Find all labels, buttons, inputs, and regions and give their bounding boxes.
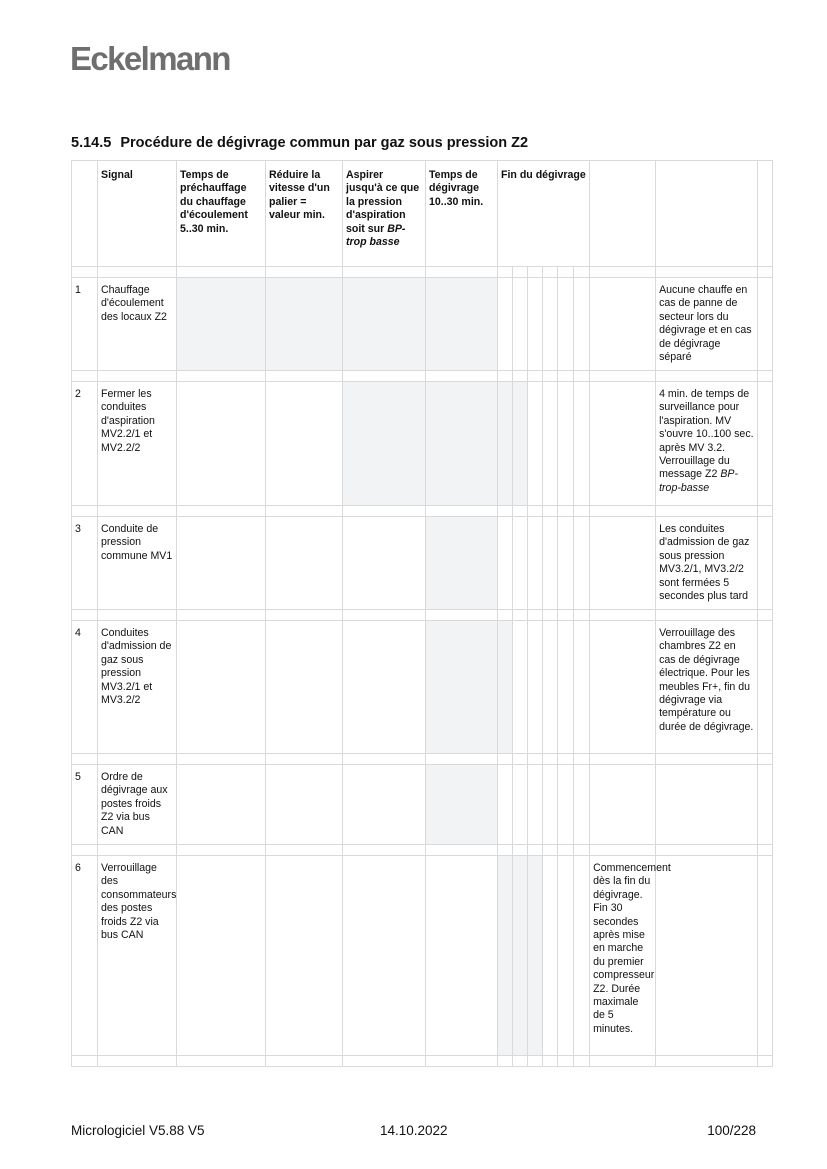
row-number: 1 (72, 278, 98, 371)
header-empty-edge (758, 161, 773, 267)
header-signal: Signal (98, 161, 177, 267)
section-title-text: Procédure de dégivrage commun par gaz sous pression Z2 (120, 135, 529, 151)
row-number: 6 (72, 856, 98, 1056)
section-heading (71, 135, 528, 151)
table-row (72, 382, 773, 506)
table-row (72, 856, 773, 1056)
row-signal: Ordre de dégivrage aux postes froids Z2 via bus CAN (98, 765, 177, 845)
spacer-row (72, 506, 773, 517)
spacer-row (72, 610, 773, 621)
header-suction: Aspirer jusqu'à ce que la pression d'aspiration soit sur BP-trop basse (343, 161, 426, 267)
spacer-row (72, 754, 773, 765)
table-row (72, 765, 773, 845)
footer-software: Micrologiciel V5.88 V5 (71, 1123, 205, 1138)
section-number: 5.14.5 (71, 135, 112, 151)
row-number: 2 (72, 382, 98, 506)
spacer-row (72, 845, 773, 856)
spacer-row (72, 371, 773, 382)
header-num (72, 161, 98, 267)
row-signal: Verrouillage des consommateurs des postes froids Z2 via bus CAN (98, 856, 177, 1056)
row-signal: Conduites d'admission de gaz sous pression MV3.2/1 et MV3.2/2 (98, 621, 177, 754)
row-signal: Conduite de pression commune MV1 (98, 517, 177, 610)
row-number: 5 (72, 765, 98, 845)
header-empty-remark (656, 161, 758, 267)
table-row (72, 278, 773, 371)
row-number: 4 (72, 621, 98, 754)
spacer-row (72, 1056, 773, 1067)
footer-page-number: 100/228 (707, 1123, 756, 1138)
row-signal: Chauffage d'écoulement des locaux Z2 (98, 278, 177, 371)
table-header-row (72, 161, 773, 267)
spacer-row (72, 267, 773, 278)
row-note: Commencement dès la fin du dégivrage. Fin 30 secondes après mise en marche du premier compresseur Z2. Durée maximale de 5 minutes. (590, 856, 656, 1056)
row-remark: Verrouillage des chambres Z2 en cas de dégivrage électrique. Pour les meubles Fr+, fin du dégivrage via température ou durée de dégivrage. (656, 621, 758, 754)
company-logo: Eckelmann (70, 40, 230, 77)
header-defrost-end: Fin du dégivrage (498, 161, 590, 267)
defrost-procedure-table (71, 160, 773, 1067)
header-reduce-speed: Réduire la vitesse d'un palier = valeur min. (266, 161, 343, 267)
row-remark: 4 min. de temps de surveillance pour l'aspiration. MV s'ouvre 10..100 sec. après MV 3.2. Verrouillage du message Z2 BP-trop-basse (656, 382, 758, 506)
row-number: 3 (72, 517, 98, 610)
table-row (72, 621, 773, 754)
header-empty-note (590, 161, 656, 267)
header-defrost-time: Temps de dégivrage 10..30 min. (426, 161, 498, 267)
header-preheat-time: Temps de préchauffage du chauffage d'écoulement 5..30 min. (177, 161, 266, 267)
table-row (72, 517, 773, 610)
row-signal: Fermer les conduites d'aspiration MV2.2/1 et MV2.2/2 (98, 382, 177, 506)
row-remark: Les conduites d'admission de gaz sous pression MV3.2/1, MV3.2/2 sont fermées 5 secondes plus tard (656, 517, 758, 610)
footer-date: 14.10.2022 (380, 1123, 448, 1138)
row-remark: Aucune chauffe en cas de panne de secteur lors du dégivrage et en cas de dégivrage séparé (656, 278, 758, 371)
